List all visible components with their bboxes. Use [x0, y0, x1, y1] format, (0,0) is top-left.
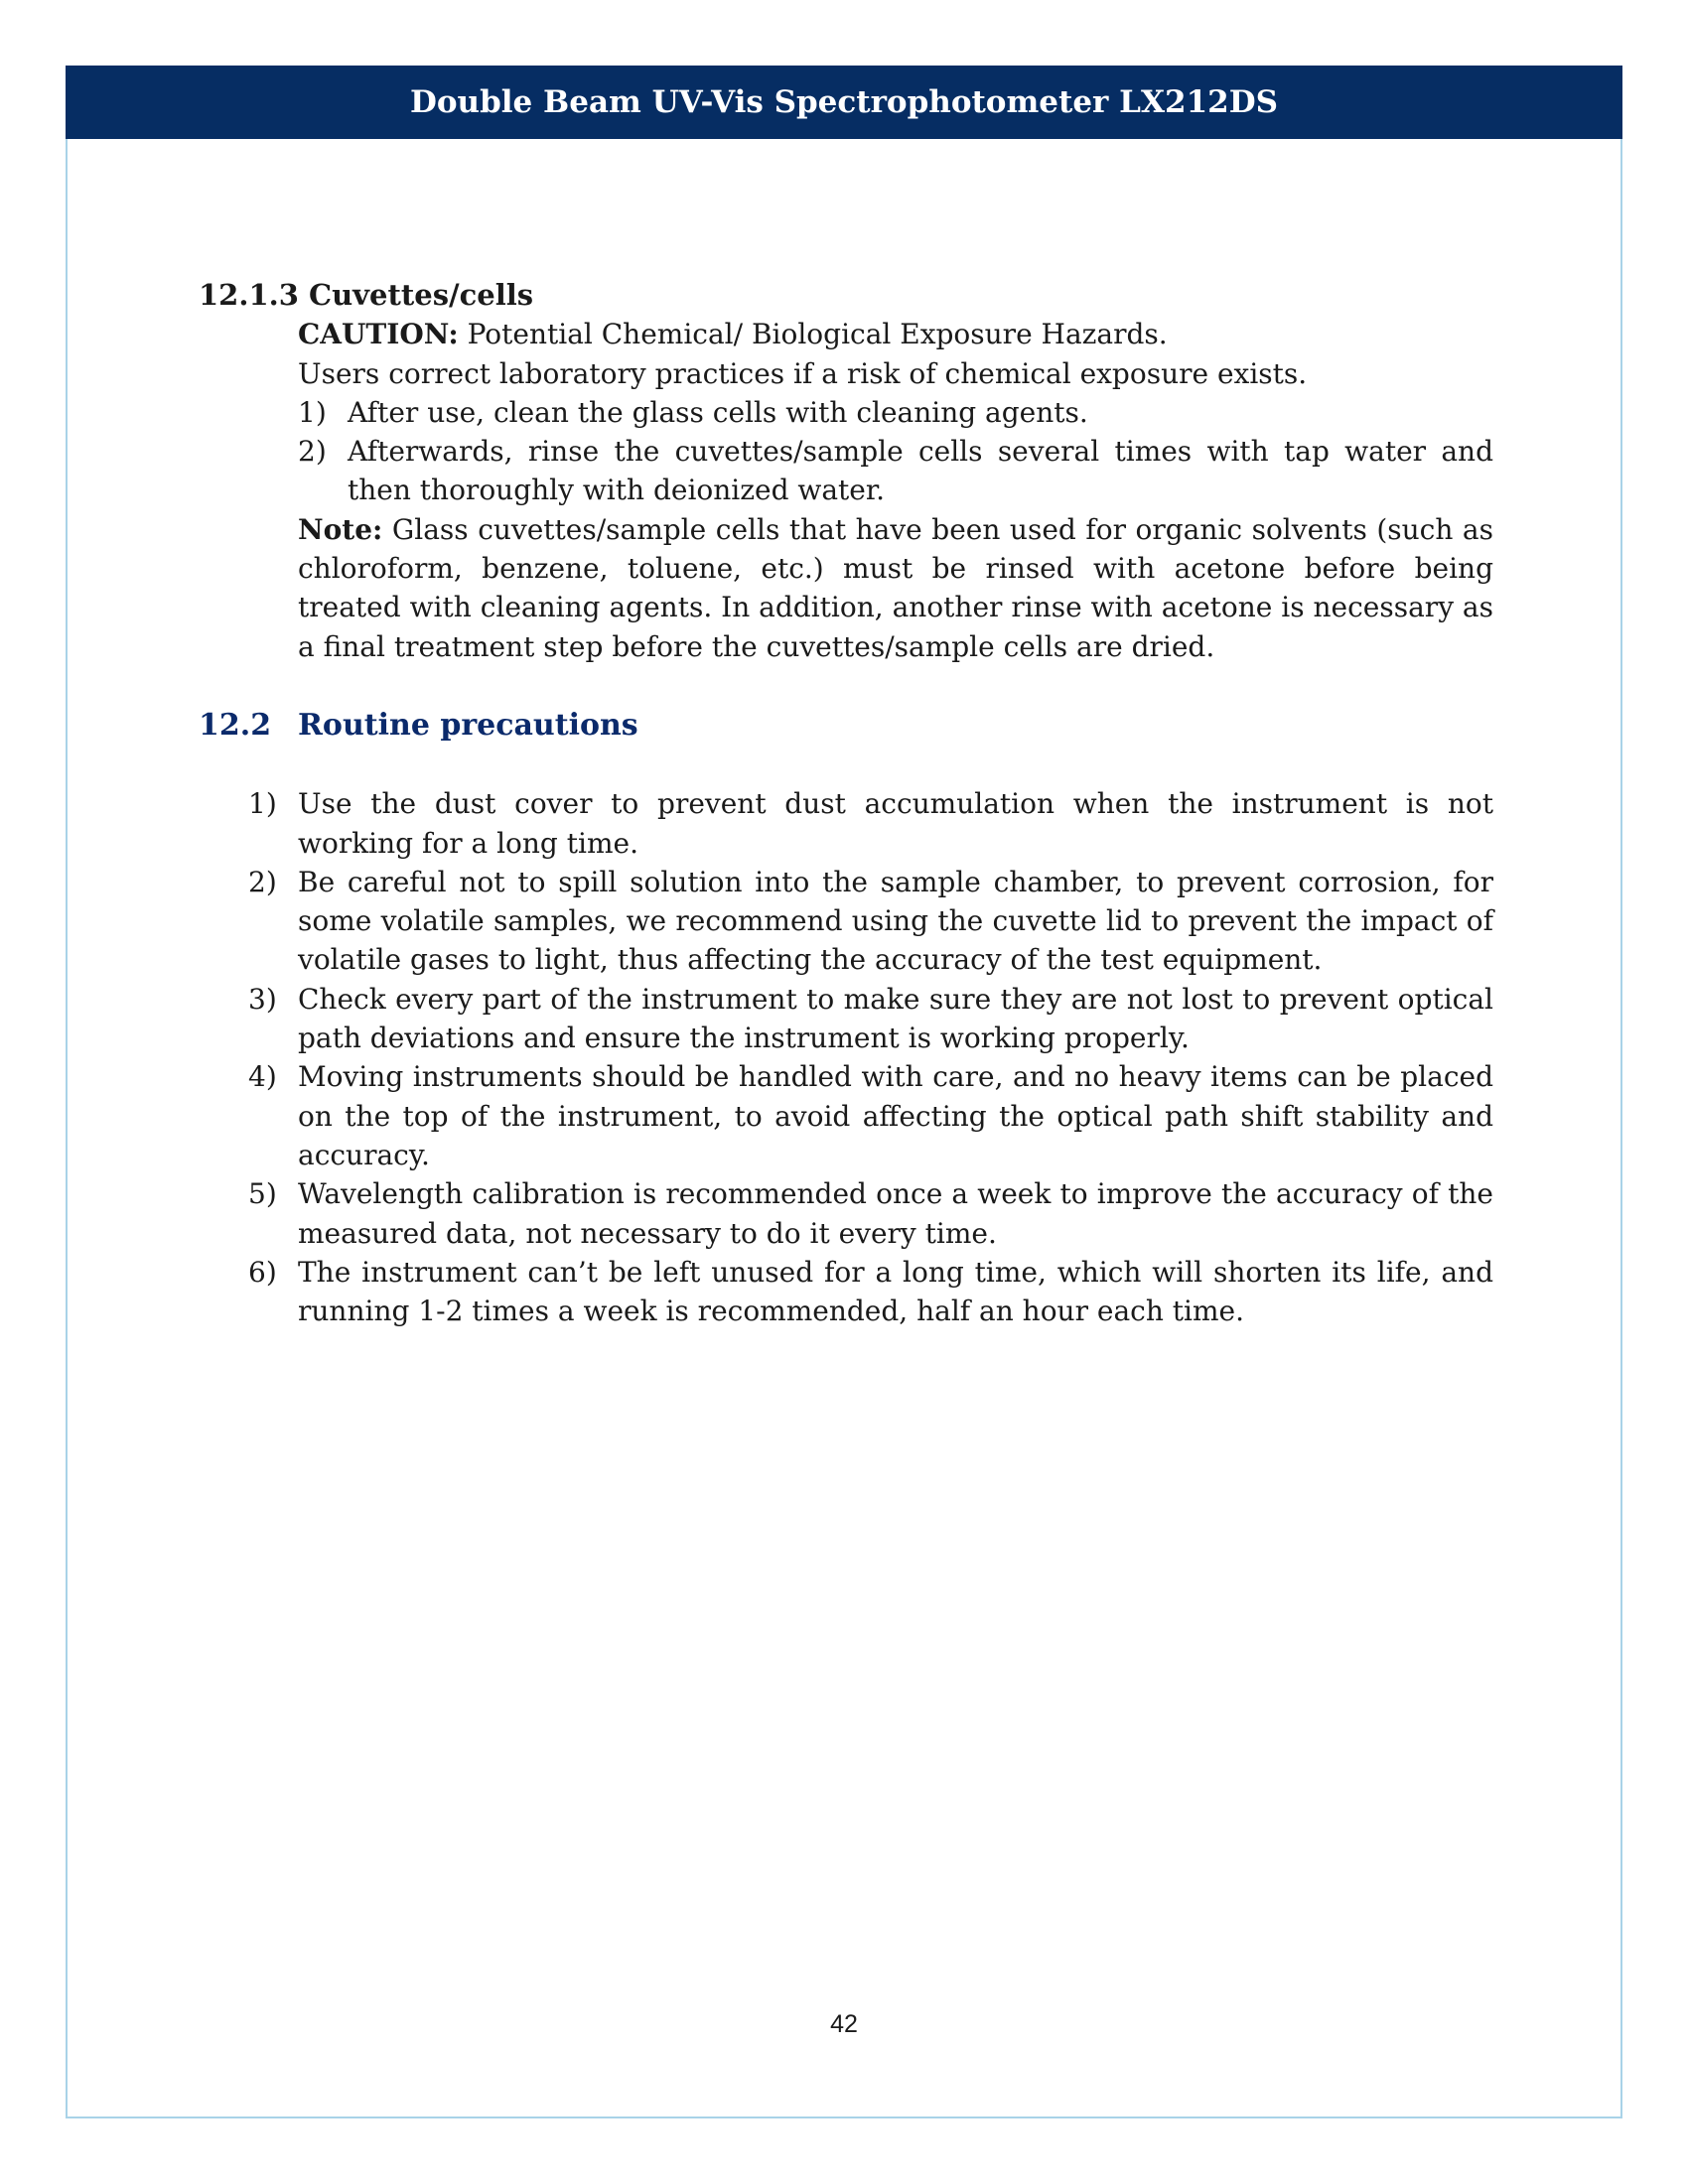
practice-line: Users correct laboratory practices if a risk of chemical exposure exists.	[298, 356, 1308, 390]
list-item	[248, 1057, 1493, 1174]
cleaning-steps-list	[298, 393, 1493, 510]
list-item-text: Moving instruments should be handled with care, and no heavy items can be placed on the top of the instrument, to avoid affecting the optical path shift stability and accuracy.	[298, 1060, 1493, 1171]
page-number: 42	[830, 2010, 858, 2038]
list-item-number: 3)	[248, 982, 277, 1016]
list-item-number: 1)	[248, 787, 277, 821]
list-item	[248, 784, 1493, 863]
list-item	[248, 1174, 1493, 1253]
caution-label: CAUTION:	[298, 318, 459, 351]
list-item-text: Check every part of the instrument to make sure they are not lost to prevent optical path deviations and ensure the instrument is working properly.	[298, 982, 1493, 1055]
list-item-number: 2)	[298, 435, 327, 469]
list-item-number: 2)	[248, 865, 277, 898]
list-item	[248, 980, 1493, 1058]
list-item-number: 1)	[298, 395, 327, 429]
list-item-text: Afterwards, rinse the cuvettes/sample cells several times with tap water and then thoroughly with deionized water.	[348, 435, 1493, 507]
document-header	[66, 66, 1622, 139]
document-title: Double Beam UV-Vis Spectrophotometer LX212DS	[409, 84, 1279, 120]
list-item-text: After use, clean the glass cells with cleaning agents.	[348, 395, 1088, 429]
list-item	[298, 393, 1493, 432]
list-item-number: 4)	[248, 1060, 277, 1094]
list-item-number: 5)	[248, 1177, 277, 1211]
list-item-text: Be careful not to spill solution into the sample chamber, to prevent corrosion, for some volatile samples, we recommend using the cuvette lid to prevent the impact of volatile gases to light, thus affecting the accuracy of the test equipment.	[298, 865, 1493, 977]
subsection-heading: 12.1.3 Cuvettes/cells	[199, 278, 534, 312]
section-title: Routine precautions	[298, 707, 638, 743]
precautions-list	[248, 784, 1493, 1330]
note-paragraph	[298, 510, 1493, 666]
list-item	[298, 432, 1493, 510]
list-item-number: 6)	[248, 1255, 277, 1289]
list-item-text: The instrument can’t be left unused for a long time, which will shorten its life, and running 1-2 times a week is recommended, half an hour each time.	[298, 1255, 1493, 1328]
cuvettes-body	[298, 315, 1493, 666]
note-label: Note:	[298, 512, 383, 546]
section-number: 12.2	[199, 707, 272, 743]
section-heading	[199, 706, 1493, 745]
list-item	[248, 1253, 1493, 1331]
list-item-text: Use the dust cover to prevent dust accumulation when the instrument is not working for a long time.	[298, 787, 1493, 860]
caution-text: Potential Chemical/ Biological Exposure Hazards.	[458, 318, 1168, 351]
note-text: Glass cuvettes/sample cells that have been used for organic solvents (such as chloroform, benzene, toluene, etc.) must be rinsed with acetone before being treated with cleaning agents. In addition, another rinse with acetone is necessary as a final treatment step before the cuvettes/sample cells are dried.	[298, 512, 1493, 663]
caution-line	[298, 315, 1493, 353]
list-item-text: Wavelength calibration is recommended once a week to improve the accuracy of the measured data, not necessary to do it every time.	[298, 1177, 1493, 1250]
page-content	[199, 276, 1493, 1330]
list-item	[248, 863, 1493, 980]
